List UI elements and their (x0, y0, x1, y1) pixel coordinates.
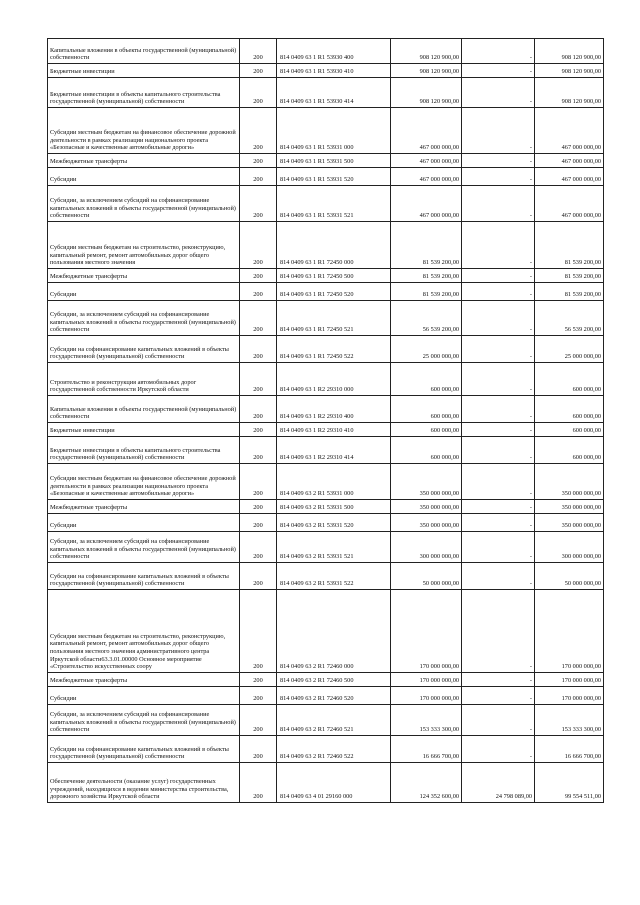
row-budget-code-cell: 814 0409 63 1 R1 72450 000 (277, 222, 391, 269)
row-executed-amount-cell: - (462, 514, 535, 532)
row-budget-code-cell: 814 0409 63 2 R1 53931 521 (277, 532, 391, 563)
row-approved-amount-cell: 350 000 000,00 (391, 514, 462, 532)
row-code-cell: 200 (240, 396, 277, 423)
row-executed-amount-cell: - (462, 363, 535, 396)
row-name-cell: Межбюджетные трансферты (48, 154, 240, 168)
row-approved-amount-cell: 908 120 900,00 (391, 78, 462, 108)
row-code-cell: 200 (240, 763, 277, 803)
row-unexecuted-amount-cell: 153 333 300,00 (535, 705, 604, 736)
row-unexecuted-amount-cell: 300 000 000,00 (535, 532, 604, 563)
row-budget-code-cell: 814 0409 63 1 R1 53931 521 (277, 186, 391, 222)
row-code-cell: 200 (240, 336, 277, 363)
table-row (48, 78, 604, 108)
row-code-cell: 200 (240, 301, 277, 336)
row-executed-amount-cell: - (462, 154, 535, 168)
table-row (48, 108, 604, 154)
row-budget-code-cell: 814 0409 63 1 R1 53931 000 (277, 108, 391, 154)
row-name-cell: Субсидии местным бюджетам на строительство, реконструкцию, капитальный ремонт, ремонт автомобильных дорог общего пользования местного значения административного центра Иркутской области63.3.01.00000 Основное мероприятие «Строительство искусственных соору (48, 590, 240, 673)
row-executed-amount-cell: - (462, 396, 535, 423)
table-row (48, 336, 604, 363)
row-name-cell: Субсидии местным бюджетам на финансовое обеспечение дорожной деятельности в рамках реализации национального проекта «Безопасные и качественные автомобильные дороги» (48, 464, 240, 500)
table-row (48, 763, 604, 803)
table-row (48, 154, 604, 168)
row-code-cell: 200 (240, 78, 277, 108)
row-name-cell: Бюджетные инвестиции в объекты капитального строительства государственной (муниципальной) собственности (48, 437, 240, 464)
row-approved-amount-cell: 170 000 000,00 (391, 590, 462, 673)
table-row (48, 396, 604, 423)
row-code-cell: 200 (240, 705, 277, 736)
row-unexecuted-amount-cell: 350 000 000,00 (535, 464, 604, 500)
row-code-cell: 200 (240, 514, 277, 532)
row-unexecuted-amount-cell: 170 000 000,00 (535, 687, 604, 705)
table-row (48, 269, 604, 283)
table-row (48, 423, 604, 437)
row-executed-amount-cell: - (462, 687, 535, 705)
row-name-cell: Капитальные вложения в объекты государственной (муниципальной) собственности (48, 39, 240, 64)
row-executed-amount-cell: - (462, 108, 535, 154)
table-row (48, 563, 604, 590)
row-unexecuted-amount-cell: 16 666 700,00 (535, 736, 604, 763)
row-budget-code-cell: 814 0409 63 1 R1 72450 521 (277, 301, 391, 336)
row-code-cell: 200 (240, 687, 277, 705)
row-unexecuted-amount-cell: 25 000 000,00 (535, 336, 604, 363)
row-unexecuted-amount-cell: 908 120 900,00 (535, 64, 604, 78)
row-executed-amount-cell: - (462, 269, 535, 283)
row-approved-amount-cell: 467 000 000,00 (391, 108, 462, 154)
row-budget-code-cell: 814 0409 63 1 R1 53931 500 (277, 154, 391, 168)
row-code-cell: 200 (240, 363, 277, 396)
row-approved-amount-cell: 600 000,00 (391, 363, 462, 396)
row-executed-amount-cell: - (462, 78, 535, 108)
row-budget-code-cell: 814 0409 63 2 R1 72460 522 (277, 736, 391, 763)
row-budget-code-cell: 814 0409 63 1 R1 72450 520 (277, 283, 391, 301)
row-approved-amount-cell: 16 666 700,00 (391, 736, 462, 763)
row-budget-code-cell: 814 0409 63 1 R1 53930 410 (277, 64, 391, 78)
budget-table-body (48, 39, 604, 803)
row-code-cell: 200 (240, 186, 277, 222)
row-name-cell: Бюджетные инвестиции (48, 423, 240, 437)
row-budget-code-cell: 814 0409 63 1 R2 29310 414 (277, 437, 391, 464)
row-name-cell: Строительство и реконструкция автомобильных дорог государственной собственности Иркутской области (48, 363, 240, 396)
row-code-cell: 200 (240, 437, 277, 464)
row-name-cell: Субсидии на софинансирование капитальных вложений в объекты государственной (муниципальной) собственности (48, 736, 240, 763)
row-code-cell: 200 (240, 500, 277, 514)
row-code-cell: 200 (240, 222, 277, 269)
row-unexecuted-amount-cell: 467 000 000,00 (535, 186, 604, 222)
row-budget-code-cell: 814 0409 63 2 R1 72460 521 (277, 705, 391, 736)
row-code-cell: 200 (240, 39, 277, 64)
table-row (48, 437, 604, 464)
row-unexecuted-amount-cell: 908 120 900,00 (535, 78, 604, 108)
row-unexecuted-amount-cell: 170 000 000,00 (535, 673, 604, 687)
row-budget-code-cell: 814 0409 63 2 R1 72460 520 (277, 687, 391, 705)
row-name-cell: Обеспечение деятельности (оказание услуг) государственных учреждений, находящихся в ведении министерства строительства, дорожного хозяйства Иркутской области (48, 763, 240, 803)
row-code-cell: 200 (240, 423, 277, 437)
row-executed-amount-cell: - (462, 336, 535, 363)
row-code-cell: 200 (240, 64, 277, 78)
row-code-cell: 200 (240, 269, 277, 283)
table-row (48, 301, 604, 336)
row-approved-amount-cell: 908 120 900,00 (391, 64, 462, 78)
row-unexecuted-amount-cell: 81 539 200,00 (535, 283, 604, 301)
row-code-cell: 200 (240, 563, 277, 590)
row-name-cell: Бюджетные инвестиции (48, 64, 240, 78)
table-row (48, 186, 604, 222)
row-approved-amount-cell: 600 000,00 (391, 396, 462, 423)
row-name-cell: Субсидии, за исключением субсидий на софинансирование капитальных вложений в объекты государственной (муниципальной) собственности (48, 705, 240, 736)
row-unexecuted-amount-cell: 350 000 000,00 (535, 514, 604, 532)
row-executed-amount-cell: - (462, 464, 535, 500)
row-executed-amount-cell: 24 798 089,00 (462, 763, 535, 803)
row-budget-code-cell: 814 0409 63 2 R1 72460 000 (277, 590, 391, 673)
row-unexecuted-amount-cell: 467 000 000,00 (535, 154, 604, 168)
row-approved-amount-cell: 81 539 200,00 (391, 283, 462, 301)
row-approved-amount-cell: 124 352 600,00 (391, 763, 462, 803)
row-executed-amount-cell: - (462, 222, 535, 269)
row-unexecuted-amount-cell: 600 000,00 (535, 423, 604, 437)
row-executed-amount-cell: - (462, 532, 535, 563)
row-name-cell: Бюджетные инвестиции в объекты капитального строительства государственной (муниципальной) собственности (48, 78, 240, 108)
row-unexecuted-amount-cell: 81 539 200,00 (535, 269, 604, 283)
row-executed-amount-cell: - (462, 423, 535, 437)
table-row (48, 39, 604, 64)
table-row (48, 687, 604, 705)
row-unexecuted-amount-cell: 170 000 000,00 (535, 590, 604, 673)
row-name-cell: Межбюджетные трансферты (48, 673, 240, 687)
row-code-cell: 200 (240, 154, 277, 168)
row-name-cell: Капитальные вложения в объекты государственной (муниципальной) собственности (48, 396, 240, 423)
row-executed-amount-cell: - (462, 39, 535, 64)
table-row (48, 736, 604, 763)
row-name-cell: Субсидии (48, 687, 240, 705)
row-approved-amount-cell: 350 000 000,00 (391, 464, 462, 500)
row-unexecuted-amount-cell: 600 000,00 (535, 396, 604, 423)
row-unexecuted-amount-cell: 467 000 000,00 (535, 168, 604, 186)
row-budget-code-cell: 814 0409 63 2 R1 53931 500 (277, 500, 391, 514)
row-unexecuted-amount-cell: 467 000 000,00 (535, 108, 604, 154)
row-approved-amount-cell: 170 000 000,00 (391, 687, 462, 705)
row-code-cell: 200 (240, 168, 277, 186)
row-executed-amount-cell: - (462, 283, 535, 301)
row-approved-amount-cell: 350 000 000,00 (391, 500, 462, 514)
row-unexecuted-amount-cell: 56 539 200,00 (535, 301, 604, 336)
row-executed-amount-cell: - (462, 437, 535, 464)
row-budget-code-cell: 814 0409 63 1 R1 53930 400 (277, 39, 391, 64)
row-budget-code-cell: 814 0409 63 2 R1 53931 000 (277, 464, 391, 500)
row-executed-amount-cell: - (462, 673, 535, 687)
row-executed-amount-cell: - (462, 590, 535, 673)
table-row (48, 705, 604, 736)
row-budget-code-cell: 814 0409 63 2 R1 53931 522 (277, 563, 391, 590)
row-approved-amount-cell: 81 539 200,00 (391, 269, 462, 283)
row-approved-amount-cell: 50 000 000,00 (391, 563, 462, 590)
row-code-cell: 200 (240, 590, 277, 673)
row-approved-amount-cell: 908 120 900,00 (391, 39, 462, 64)
row-name-cell: Субсидии, за исключением субсидий на софинансирование капитальных вложений в объекты государственной (муниципальной) собственности (48, 301, 240, 336)
row-approved-amount-cell: 81 539 200,00 (391, 222, 462, 269)
row-approved-amount-cell: 600 000,00 (391, 437, 462, 464)
row-budget-code-cell: 814 0409 63 2 R1 72460 500 (277, 673, 391, 687)
row-unexecuted-amount-cell: 81 539 200,00 (535, 222, 604, 269)
table-row (48, 464, 604, 500)
table-row (48, 168, 604, 186)
row-budget-code-cell: 814 0409 63 1 R1 72450 522 (277, 336, 391, 363)
table-row (48, 673, 604, 687)
row-approved-amount-cell: 600 000,00 (391, 423, 462, 437)
row-executed-amount-cell: - (462, 186, 535, 222)
row-code-cell: 200 (240, 532, 277, 563)
row-budget-code-cell: 814 0409 63 1 R1 72450 500 (277, 269, 391, 283)
row-name-cell: Субсидии местным бюджетам на финансовое обеспечение дорожной деятельности в рамках реализации национального проекта «Безопасные и качественные автомобильные дороги» (48, 108, 240, 154)
row-name-cell: Субсидии на софинансирование капитальных вложений в объекты государственной (муниципальной) собственности (48, 336, 240, 363)
row-unexecuted-amount-cell: 50 000 000,00 (535, 563, 604, 590)
row-code-cell: 200 (240, 736, 277, 763)
row-approved-amount-cell: 467 000 000,00 (391, 186, 462, 222)
row-budget-code-cell: 814 0409 63 1 R2 29310 410 (277, 423, 391, 437)
row-name-cell: Субсидии (48, 168, 240, 186)
row-name-cell: Субсидии (48, 283, 240, 301)
row-executed-amount-cell: - (462, 736, 535, 763)
row-executed-amount-cell: - (462, 64, 535, 78)
table-row (48, 222, 604, 269)
row-approved-amount-cell: 170 000 000,00 (391, 673, 462, 687)
row-name-cell: Субсидии, за исключением субсидий на софинансирование капитальных вложений в объекты государственной (муниципальной) собственности (48, 532, 240, 563)
row-budget-code-cell: 814 0409 63 1 R2 29310 000 (277, 363, 391, 396)
row-budget-code-cell: 814 0409 63 4 01 29160 000 (277, 763, 391, 803)
row-executed-amount-cell: - (462, 168, 535, 186)
row-unexecuted-amount-cell: 600 000,00 (535, 363, 604, 396)
row-code-cell: 200 (240, 283, 277, 301)
row-unexecuted-amount-cell: 99 554 511,00 (535, 763, 604, 803)
row-approved-amount-cell: 467 000 000,00 (391, 154, 462, 168)
row-code-cell: 200 (240, 108, 277, 154)
row-budget-code-cell: 814 0409 63 1 R1 53931 520 (277, 168, 391, 186)
row-name-cell: Межбюджетные трансферты (48, 500, 240, 514)
row-executed-amount-cell: - (462, 301, 535, 336)
table-row (48, 514, 604, 532)
row-name-cell: Субсидии на софинансирование капитальных вложений в объекты государственной (муниципальной) собственности (48, 563, 240, 590)
row-unexecuted-amount-cell: 350 000 000,00 (535, 500, 604, 514)
row-name-cell: Межбюджетные трансферты (48, 269, 240, 283)
row-executed-amount-cell: - (462, 705, 535, 736)
row-approved-amount-cell: 56 539 200,00 (391, 301, 462, 336)
row-budget-code-cell: 814 0409 63 2 R1 53931 520 (277, 514, 391, 532)
row-name-cell: Субсидии местным бюджетам на строительство, реконструкцию, капитальный ремонт, ремонт автомобильных дорог общего пользования местного значения (48, 222, 240, 269)
table-row (48, 500, 604, 514)
row-name-cell: Субсидии, за исключением субсидий на софинансирование капитальных вложений в объекты государственной (муниципальной) собственности (48, 186, 240, 222)
row-budget-code-cell: 814 0409 63 1 R2 29310 400 (277, 396, 391, 423)
table-row (48, 590, 604, 673)
row-approved-amount-cell: 153 333 300,00 (391, 705, 462, 736)
row-approved-amount-cell: 25 000 000,00 (391, 336, 462, 363)
row-executed-amount-cell: - (462, 500, 535, 514)
table-row (48, 64, 604, 78)
row-unexecuted-amount-cell: 908 120 900,00 (535, 39, 604, 64)
row-code-cell: 200 (240, 464, 277, 500)
table-row (48, 283, 604, 301)
row-executed-amount-cell: - (462, 563, 535, 590)
row-budget-code-cell: 814 0409 63 1 R1 53930 414 (277, 78, 391, 108)
budget-table (47, 38, 604, 803)
table-row (48, 532, 604, 563)
table-row (48, 363, 604, 396)
row-unexecuted-amount-cell: 600 000,00 (535, 437, 604, 464)
row-name-cell: Субсидии (48, 514, 240, 532)
row-approved-amount-cell: 300 000 000,00 (391, 532, 462, 563)
row-code-cell: 200 (240, 673, 277, 687)
row-approved-amount-cell: 467 000 000,00 (391, 168, 462, 186)
